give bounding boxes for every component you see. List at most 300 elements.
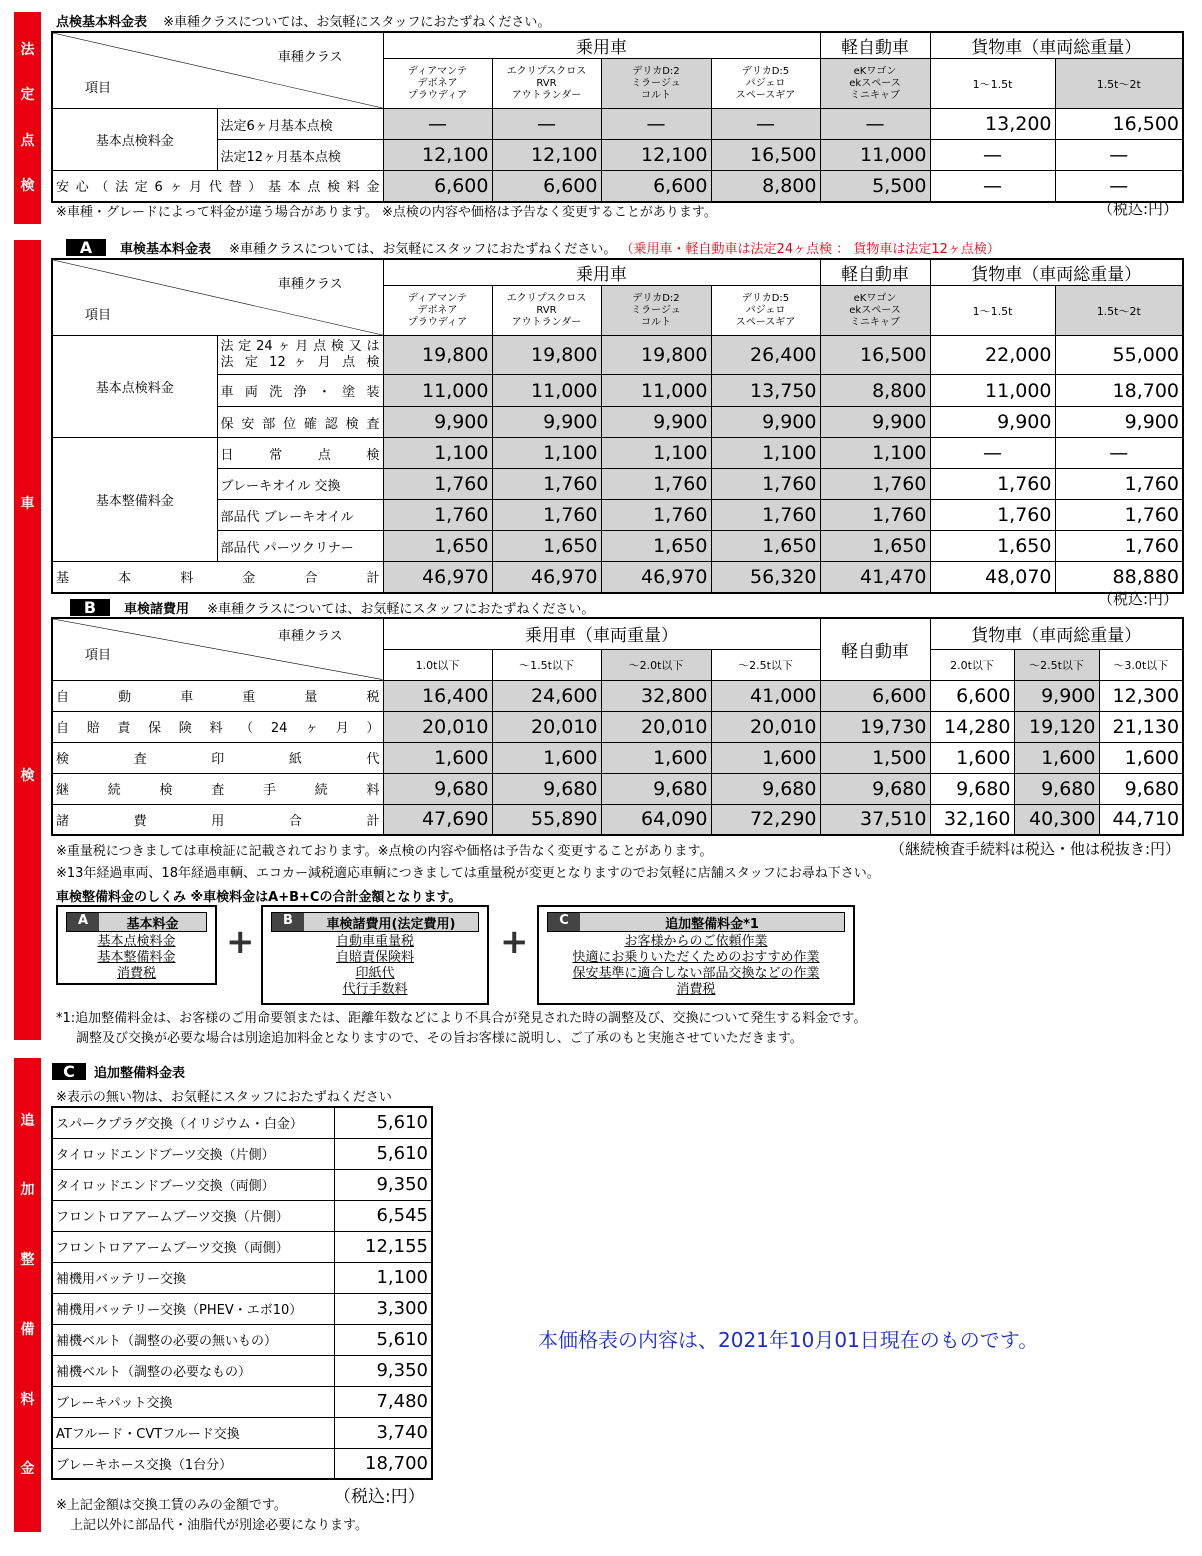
table-cell: 1,650	[711, 531, 820, 562]
table-cell: —	[820, 109, 930, 140]
section1-title: 点検基本料金表	[56, 15, 148, 30]
table-cell: —	[930, 438, 1055, 469]
table-cell: 法定6ヶ月基本点検	[217, 109, 383, 140]
table-row	[52, 711, 1183, 742]
text: 項目	[85, 308, 112, 323]
table-cell: スパークプラグ交換（イリジウム・白金）	[52, 1107, 334, 1138]
table-cell: 1,600	[492, 742, 601, 773]
table-cell: 〜2.5t以下	[711, 649, 820, 680]
text: 法 定 12 ヶ 月 点 検	[220, 355, 380, 370]
table-cell: フロントロアアームブーツ交換（両側）	[52, 1231, 334, 1262]
sectionA-red-note: （乗用車・軽自動車は法定24ヶ点検 ： 貨物車は法定12ヶ点検）	[620, 242, 1000, 257]
sectionC-foot2: 上記以外に部品代・油脂代が別途必要になります。	[70, 1518, 368, 1533]
table-cell: 1,100	[711, 438, 820, 469]
sectionB-caption	[70, 598, 594, 617]
text: B	[272, 913, 304, 931]
table-row	[52, 438, 1183, 469]
sectionB-footnote2: ※13年経過車両、18年経過車輌、エコカー減税適応車輌につきましては重量税が変更となりますのでお気軽に店舗スタッフにお尋ね下さい。	[56, 866, 880, 881]
text: 基本整備料金	[97, 950, 176, 965]
corner-cell	[52, 618, 383, 680]
table-row	[52, 773, 1183, 804]
table-cell: 〜2.5t以下	[1014, 649, 1099, 680]
table-cell: 6,600	[383, 171, 492, 202]
sidebar-hotei-tenken	[14, 12, 41, 224]
text: プラウディア	[407, 89, 468, 101]
table-cell: 11,000	[383, 375, 492, 407]
table-cell: 32,800	[601, 680, 711, 711]
badge-b: B	[70, 599, 110, 616]
table-cell: 22,000	[930, 336, 1055, 375]
table-cell: 部品代 ブレーキオイル	[217, 500, 383, 531]
table-cell: 9,900	[820, 407, 930, 438]
cargo-col-1: 1〜1.5t	[930, 59, 1055, 109]
text: 代行手数料	[342, 982, 408, 997]
table-row	[52, 469, 1183, 500]
table-cell: 1.5t〜2t	[1055, 286, 1183, 336]
table-cell: タイロッドエンドブーツ交換（両側）	[52, 1169, 334, 1200]
text: ekスペース	[849, 304, 901, 316]
table-cell: —	[492, 109, 601, 140]
text: エクリプスクロス	[506, 292, 587, 304]
table-cell: 11,000	[601, 375, 711, 407]
sectionA-tax: （税込:円）	[1097, 590, 1178, 608]
structure-foot2: 調整及び交換が必要な場合は別途追加料金となりますので、その旨お客様に説明し、ご了承のもと実施させていただきます。	[76, 1031, 803, 1046]
table-cell: 補機用バッテリー交換	[52, 1262, 334, 1293]
sectionA-caption	[66, 238, 1000, 257]
table-row	[52, 407, 1183, 438]
text: アウトランダー	[511, 89, 582, 101]
table-cell: —	[711, 109, 820, 140]
text: 車	[20, 496, 35, 513]
text: A	[67, 913, 99, 931]
text: 車検諸費用(法定費用)	[326, 917, 456, 932]
table-row	[52, 1200, 432, 1231]
text: 基本点検料金	[97, 934, 176, 949]
table-cell: 1,760	[820, 500, 930, 531]
table-row	[52, 1386, 432, 1417]
table-cell: 諸費用合計	[52, 804, 383, 835]
text: 追加整備料金表	[94, 1066, 186, 1081]
text: 自動車重量税	[335, 934, 414, 949]
plus-sign-1: +	[226, 922, 255, 962]
table-cell: 11,000	[492, 375, 601, 407]
table-cell: 46,970	[492, 562, 601, 593]
table-cell: 1,100	[383, 438, 492, 469]
table-cell: 1,100	[601, 438, 711, 469]
table-cell: 20,010	[601, 711, 711, 742]
table-cell: 1,760	[1055, 500, 1183, 531]
table-cell: 9,900	[1014, 680, 1099, 711]
table-cell: 6,600	[930, 680, 1014, 711]
table-cell: —	[383, 109, 492, 140]
group-kei: 軽自動車	[820, 32, 930, 59]
structure-title: 車検整備料金のしくみ ※車検料金はA+B+Cの合計金額となります。	[56, 890, 462, 905]
table-cell: 12,100	[601, 140, 711, 171]
model-col-1	[383, 59, 492, 109]
table-cell: 9,680	[711, 773, 820, 804]
table-row	[52, 1448, 432, 1479]
text: 車種クラス	[277, 50, 343, 65]
text: デリカD:2	[632, 292, 680, 304]
text: デリカD:2	[632, 65, 680, 77]
table-cell: 9,680	[1014, 773, 1099, 804]
corner-cell	[52, 259, 383, 336]
table-cell: 1,760	[383, 500, 492, 531]
box-a-basic-fee	[56, 905, 217, 985]
table-cell: ブレーキオイル 交換	[217, 469, 383, 500]
text: 加	[20, 1182, 35, 1199]
table-cell: 日常点検	[217, 438, 383, 469]
model-col-3	[601, 59, 711, 109]
table-cell: 1,600	[601, 742, 711, 773]
sectionC-foot1: ※上記金額は交換工賃のみの金額です。	[56, 1498, 287, 1513]
table-row	[52, 531, 1183, 562]
table-cell: 法定12ヶ月基本点検	[217, 140, 383, 171]
table-cell: 3,740	[334, 1417, 432, 1448]
table-cell: 1.0t以下	[383, 649, 492, 680]
text: 車種クラス	[277, 277, 343, 292]
table-row	[52, 375, 1183, 407]
text: ディアマンテ	[407, 292, 468, 304]
table-cell: 補機用バッテリー交換（PHEV・エボ10）	[52, 1293, 334, 1324]
table-cell: 9,350	[334, 1169, 432, 1200]
table-cell: 7,480	[334, 1386, 432, 1417]
text: 追	[20, 1112, 35, 1129]
table-row	[52, 1169, 432, 1200]
text: デリカD:5	[741, 292, 790, 304]
table-cell: —	[930, 140, 1055, 171]
sectionC-caption	[52, 1062, 185, 1081]
table-cell: —	[1055, 140, 1183, 171]
text: 消費税	[676, 982, 716, 997]
table-cell: 1,760	[601, 469, 711, 500]
table-row	[52, 680, 1183, 711]
shaken-expenses-table	[51, 617, 1184, 836]
text: 料	[20, 1391, 35, 1408]
text: 消費税	[116, 966, 156, 981]
table-cell: 21,130	[1099, 711, 1183, 742]
table-cell: 1,600	[711, 742, 820, 773]
table-cell: —	[601, 109, 711, 140]
text: 点	[20, 132, 35, 149]
table-cell: 貨物車（車両総重量）	[930, 259, 1183, 286]
table-cell: 安心（法定6ヶ月代替）基本点検料金	[52, 171, 383, 202]
table-cell: 5,500	[820, 171, 930, 202]
table-cell: 2.0t以下	[930, 649, 1014, 680]
model-col-2	[492, 59, 601, 109]
table-cell: 12,155	[334, 1231, 432, 1262]
table-cell: 46,970	[383, 562, 492, 593]
text: 車検諸費用	[124, 602, 190, 617]
shaken-basic-fee-table	[51, 258, 1184, 594]
table-cell: 9,680	[1099, 773, 1183, 804]
table-cell: 20,010	[383, 711, 492, 742]
text: デボネア	[417, 304, 458, 316]
table-cell: 72,290	[711, 804, 820, 835]
text: 項目	[85, 81, 112, 96]
table-cell: —	[930, 171, 1055, 202]
table-cell: 9,680	[930, 773, 1014, 804]
table-cell: 1,760	[1055, 469, 1183, 500]
table-row	[52, 1293, 432, 1324]
structure-foot1: *1:追加整備料金は、お客様のご用命要領または、距離年数などにより不具合が発見された時の調整及び、交換について発生する料金です。	[56, 1011, 867, 1026]
text: 整	[20, 1252, 35, 1269]
table-row-total	[52, 562, 1183, 593]
text: 法定24ヶ月点検又は	[220, 339, 380, 354]
table-cell: 1,760	[492, 469, 601, 500]
table-cell: 46,970	[601, 562, 711, 593]
text: コルト	[641, 89, 671, 101]
table-cell: 32,160	[930, 804, 1014, 835]
box-c-additional	[537, 905, 855, 1005]
table-cell: 9,900	[930, 407, 1055, 438]
table-cell: 20,010	[492, 711, 601, 742]
text: ※車種クラスについては、お気軽にスタッフにおたずねください。	[207, 602, 595, 617]
table-cell: 1,600	[1099, 742, 1183, 773]
table-cell: 1,650	[492, 531, 601, 562]
table-cell: —	[1055, 438, 1183, 469]
table-cell: 部品代 パーツクリナー	[217, 531, 383, 562]
table-cell: 基本整備料金	[52, 438, 217, 562]
table-cell: フロントロアアームブーツ交換（片側）	[52, 1200, 334, 1231]
table-cell: 19,800	[492, 336, 601, 375]
inspection-fee-table	[51, 31, 1184, 203]
text: eKワゴン	[853, 292, 897, 304]
table-cell: 44,710	[1099, 804, 1183, 835]
section1-caption	[56, 11, 550, 30]
table-cell: 1,760	[711, 469, 820, 500]
table-cell: 〜2.0t以下	[601, 649, 711, 680]
text: ミラージュ	[631, 77, 681, 89]
table-row	[52, 1107, 432, 1138]
text: 印紙代	[355, 966, 395, 981]
table-cell: 6,600	[601, 171, 711, 202]
table-cell: ブレーキパット交換	[52, 1386, 334, 1417]
section1-footnote: ※車種・グレードによって料金が違う場合があります。 ※点検の内容や価格は予告なく変更することがあります。	[56, 205, 717, 220]
table-cell: 55,890	[492, 804, 601, 835]
table-cell: 48,070	[930, 562, 1055, 593]
text: 追加整備料金*1	[665, 917, 759, 932]
table-cell: 12,100	[383, 140, 492, 171]
table-cell: 41,000	[711, 680, 820, 711]
table-cell: 19,120	[1014, 711, 1099, 742]
table-cell: 8,800	[711, 171, 820, 202]
text: 金	[20, 1461, 35, 1478]
table-row	[52, 109, 1183, 140]
table-cell: 19,730	[820, 711, 930, 742]
table-cell: 55,000	[1055, 336, 1183, 375]
table-cell: 88,880	[1055, 562, 1183, 593]
sidebar-tsuika-seibi	[14, 1058, 41, 1532]
text: ekスペース	[849, 77, 901, 89]
sectionC-tax: （税込:円）	[334, 1487, 425, 1507]
table-cell: 1,100	[820, 438, 930, 469]
table-cell: 56,320	[711, 562, 820, 593]
text: RVR	[536, 77, 557, 89]
text: 自賠責保険料	[335, 950, 414, 965]
model-col-4	[711, 59, 820, 109]
table-cell: 〜3.0t以下	[1099, 649, 1183, 680]
sidebar-shaken	[14, 240, 41, 1040]
table-cell: 車両洗浄・塗装	[217, 375, 383, 407]
text: スペースギア	[735, 89, 796, 101]
table-cell: 26,400	[711, 336, 820, 375]
table-cell: 5,610	[334, 1107, 432, 1138]
table-cell: 6,545	[334, 1200, 432, 1231]
table-cell: 1,600	[1014, 742, 1099, 773]
table-cell: 1,100	[334, 1262, 432, 1293]
text: C	[548, 913, 580, 931]
table-cell: 40,300	[1014, 804, 1099, 835]
table-row	[52, 742, 1183, 773]
table-cell: 5,610	[334, 1138, 432, 1169]
table-cell: 9,680	[383, 773, 492, 804]
table-cell: 16,500	[820, 336, 930, 375]
table-cell: 基本料金合計	[52, 562, 383, 593]
table-cell: 16,400	[383, 680, 492, 711]
table-cell: 6,600	[492, 171, 601, 202]
table-cell: 9,900	[492, 407, 601, 438]
table-cell: 1,760	[1055, 531, 1183, 562]
text: ※車種クラスについては、お気軽にスタッフにおたずねください。	[229, 242, 617, 257]
sectionC-note: ※表示の無い物は、お気軽にスタッフにおたずねください	[56, 1090, 392, 1105]
table-cell: 9,680	[601, 773, 711, 804]
table-cell: 9,680	[492, 773, 601, 804]
text: エクリプスクロス	[506, 65, 587, 77]
table-cell: ブレーキホース交換（1台分）	[52, 1448, 334, 1479]
table-cell: 乗用車	[383, 259, 820, 286]
table-cell: 18,700	[1055, 375, 1183, 407]
text: 項目	[85, 648, 112, 663]
table-cell: 11,000	[820, 140, 930, 171]
table-cell: 1,760	[711, 500, 820, 531]
model-col-5	[820, 59, 930, 109]
text: 法	[20, 42, 35, 59]
table-cell: 9,900	[1055, 407, 1183, 438]
table-row	[52, 336, 1183, 375]
table-cell: 19,800	[601, 336, 711, 375]
table-cell: 41,470	[820, 562, 930, 593]
table-cell: 1,650	[601, 531, 711, 562]
text: プラウディア	[407, 316, 468, 328]
table-cell: 1,650	[383, 531, 492, 562]
table-cell: 補機ベルト（調整の必要なもの）	[52, 1355, 334, 1386]
table-cell: ATフルード・CVTフルード交換	[52, 1417, 334, 1448]
table-cell: 20,010	[711, 711, 820, 742]
text: アウトランダー	[511, 316, 582, 328]
table-cell: 19,800	[383, 336, 492, 375]
box-b-expenses	[261, 905, 489, 1005]
text: スペースギア	[735, 316, 796, 328]
text: ミラージュ	[631, 304, 681, 316]
table-cell: 64,090	[601, 804, 711, 835]
table-cell: 1,760	[930, 500, 1055, 531]
table-row	[52, 500, 1183, 531]
table-cell: 18,700	[334, 1448, 432, 1479]
table-cell: 1,600	[930, 742, 1014, 773]
table-cell: 自賠責保険料（24ヶ月）	[52, 711, 383, 742]
table-cell: 軽自動車	[820, 618, 930, 680]
text: お客様からのご依頼作業	[624, 934, 768, 949]
table-cell: 1,760	[492, 500, 601, 531]
table-cell: 1,760	[601, 500, 711, 531]
table-row	[52, 1138, 432, 1169]
plus-sign-2: +	[500, 922, 529, 962]
text: ディアマンテ	[407, 65, 468, 77]
corner-cell	[52, 32, 383, 109]
section1-tax: （税込:円）	[1097, 200, 1178, 218]
table-cell: 検査印紙代	[52, 742, 383, 773]
table-cell: 貨物車（車両総重量）	[930, 618, 1183, 649]
table-cell: 1,650	[820, 531, 930, 562]
sectionB-tax: （継続検査手続料は税込・他は税抜き:円）	[889, 840, 1180, 858]
table-row	[52, 171, 1183, 202]
table-cell: 47,690	[383, 804, 492, 835]
table-row	[52, 1231, 432, 1262]
validity-notice: 本価格表の内容は、2021年10月01日現在のものです。	[538, 1328, 1039, 1352]
table-cell: 基本点検料金	[52, 336, 217, 438]
text: 検	[20, 177, 35, 194]
sectionB-footnote1: ※重量税につきましては車検証に記載されております。※点検の内容や価格は予告なく変更することがあります。	[56, 844, 713, 859]
table-cell: 1,760	[820, 469, 930, 500]
text: パジェロ	[745, 304, 786, 316]
table-cell: タイロッドエンドブーツ交換（片側）	[52, 1138, 334, 1169]
table-cell: 12,100	[492, 140, 601, 171]
table-cell: 9,900	[601, 407, 711, 438]
table-row-total	[52, 804, 1183, 835]
table-row	[52, 1417, 432, 1448]
table-row	[52, 1262, 432, 1293]
text: ミニキャブ	[850, 316, 900, 328]
table-cell: 9,350	[334, 1355, 432, 1386]
table-cell: 13,750	[711, 375, 820, 407]
table-cell: 16,500	[1055, 109, 1183, 140]
text: 検	[20, 767, 35, 784]
table-cell: 14,280	[930, 711, 1014, 742]
table-cell: 1,760	[930, 469, 1055, 500]
table-cell: 乗用車（車両重量）	[383, 618, 820, 649]
sectionA-title: 車検基本料金表	[120, 242, 212, 257]
text: コルト	[641, 316, 671, 328]
table-cell: 8,800	[820, 375, 930, 407]
additional-service-table	[51, 1106, 433, 1480]
table-cell: 6,600	[820, 680, 930, 711]
table-cell: 11,000	[930, 375, 1055, 407]
table-row	[52, 1324, 432, 1355]
text: eKワゴン	[853, 65, 897, 77]
text: 定	[20, 87, 35, 104]
table-cell: 軽自動車	[820, 259, 930, 286]
table-cell: 補機ベルト（調整の必要の無いもの）	[52, 1324, 334, 1355]
table-cell: 1,600	[383, 742, 492, 773]
text: ミニキャブ	[850, 89, 900, 101]
table-cell: 3,300	[334, 1293, 432, 1324]
text: RVR	[536, 304, 557, 316]
cargo-col-2: 1.5t〜2t	[1055, 59, 1183, 109]
table-cell: 1,500	[820, 742, 930, 773]
section1-note: ※車種クラスについては、お気軽にスタッフにおたずねください。	[163, 15, 551, 30]
table-cell: 24,600	[492, 680, 601, 711]
text: パジェロ	[745, 77, 786, 89]
text: デリカD:5	[741, 65, 790, 77]
table-row	[52, 140, 1183, 171]
text: 快適にお乗りいただくためのおすすめ作業	[572, 950, 820, 965]
table-cell: 継続検査手続料	[52, 773, 383, 804]
table-cell: 9,680	[820, 773, 930, 804]
table-cell: 1〜1.5t	[930, 286, 1055, 336]
table-cell: 1,650	[930, 531, 1055, 562]
table-cell: 1,100	[492, 438, 601, 469]
